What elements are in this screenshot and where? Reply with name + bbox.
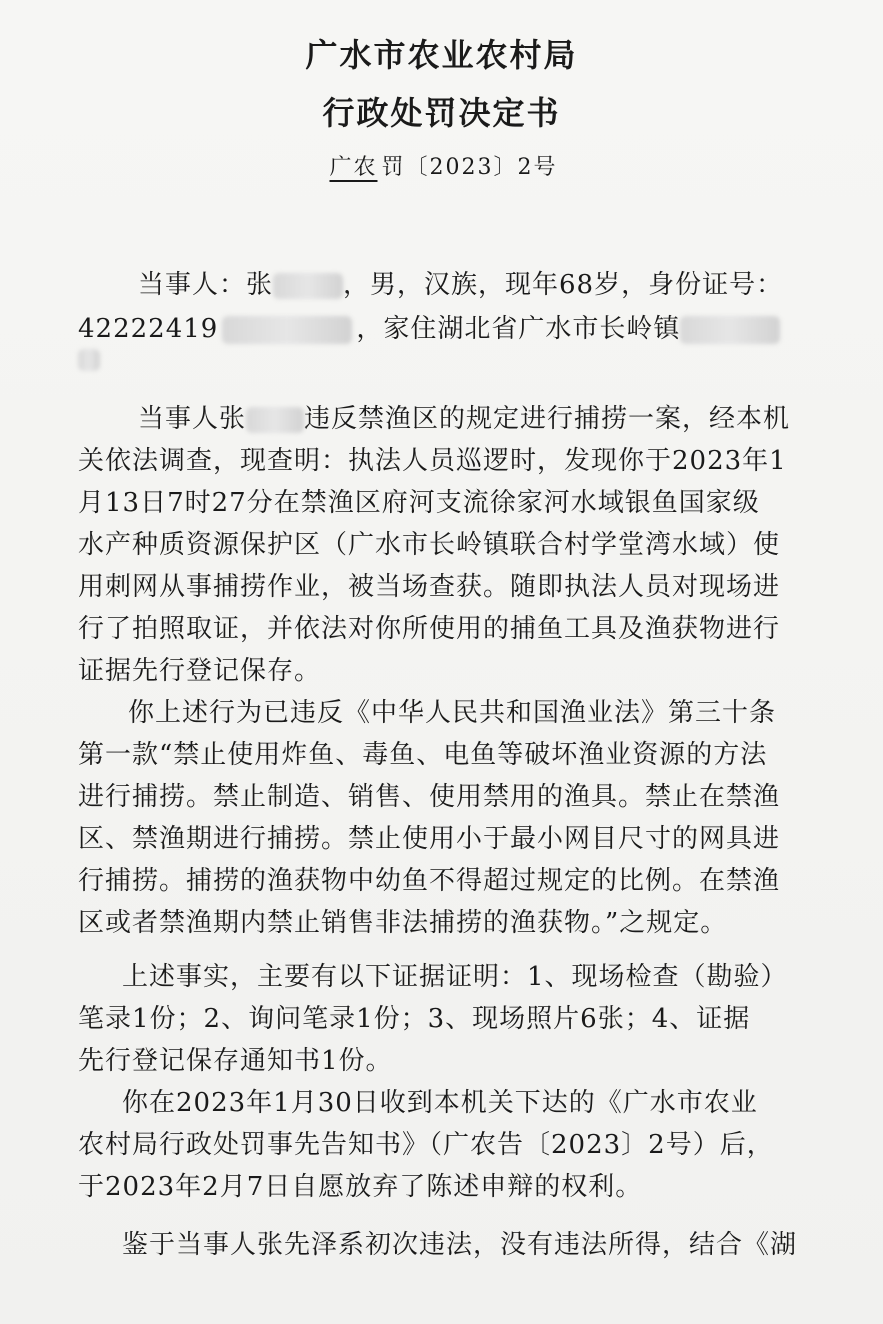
id-number-partial: 42222419: [78, 314, 219, 344]
para2-line-6: 区或者禁渔期内禁止销售非法捕捞的渔获物。”之规定。: [78, 908, 728, 938]
para1-line-6: 行了拍照取证，并依法对你所使用的捕鱼工具及渔获物进行: [78, 614, 781, 644]
redacted-address: [680, 316, 780, 344]
redacted-name-2: [246, 407, 304, 433]
redacted-id: [222, 316, 352, 344]
redacted-address-cont: [78, 349, 100, 371]
para3-line-1: 上述事实，主要有以下证据证明：1、现场检查（勘验）: [122, 962, 788, 992]
para1-line-2: 关依法调查，现查明：执法人员巡逻时，发现你于2023年1: [78, 446, 787, 476]
document-number: [0, 150, 883, 181]
para2-line-1: 你上述行为已违反《中华人民共和国渔业法》第三十条: [128, 698, 777, 728]
para3-line-2: 笔录1份；2、询问笔录1份；3、现场照片6张；4、证据: [78, 1004, 751, 1034]
party-line-2: [78, 308, 780, 345]
para3-line-3: 先行登记保存通知书1份。: [78, 1046, 393, 1076]
para4-line-1: 你在2023年1月30日收到本机关下达的《广水市农业: [122, 1088, 758, 1118]
party-label: 当事人：张: [138, 270, 274, 300]
para1-line-5: 用刺网从事捕捞作业，被当场查获。随即执法人员对现场进: [78, 572, 781, 602]
para1-line-7: 证据先行登记保存。: [78, 656, 322, 686]
para4-line-2: 农村局行政处罚事先告知书》（广农告〔2023〕2号）后，: [78, 1130, 774, 1160]
party-address: ，家住湖北省广水市长岭镇: [356, 314, 681, 344]
redacted-name: [273, 273, 343, 299]
para5-line-1: 鉴于当事人张先泽系初次违法，没有违法所得，结合《湖: [122, 1230, 798, 1260]
para1-start: 当事人张: [138, 404, 247, 434]
document-number-prefix: 广农: [329, 155, 378, 180]
para2-line-2: 第一款“禁止使用炸鱼、毒鱼、电鱼等破坏渔业资源的方法: [78, 740, 768, 770]
agency-name: 广水市农业农村局: [305, 36, 578, 74]
para2-line-5: 行捕捞。捕捞的渔获物中幼鱼不得超过规定的比例。在禁渔: [78, 866, 781, 896]
para1-line-4: 水产种质资源保护区（广水市长岭镇联合村学堂湾水域）使: [78, 530, 781, 560]
para1-cont: 违反禁渔区的规定进行捕捞一案，经本机: [304, 404, 791, 434]
party-line-3: [78, 344, 100, 374]
para4-line-3: 于2023年2月7日自愿放弃了陈述申辩的权利。: [78, 1172, 643, 1202]
party-details: ，男，汉族，现年68岁，身份证号：: [343, 270, 784, 300]
document-number-rest: 罚〔2023〕2号: [381, 155, 558, 180]
party-line-1: [138, 264, 783, 301]
para2-line-3: 进行捕捞。禁止制造、销售、使用禁用的渔具。禁止在禁渔: [78, 782, 781, 812]
para1-line-1: [138, 398, 790, 435]
para2-line-4: 区、禁渔期进行捕捞。禁止使用小于最小网目尺寸的网具进: [78, 824, 781, 854]
para1-line-3: 月13日7时27分在禁渔区府河支流徐家河水域银鱼国家级: [78, 488, 760, 518]
document-title: 行政处罚决定书: [322, 94, 561, 132]
